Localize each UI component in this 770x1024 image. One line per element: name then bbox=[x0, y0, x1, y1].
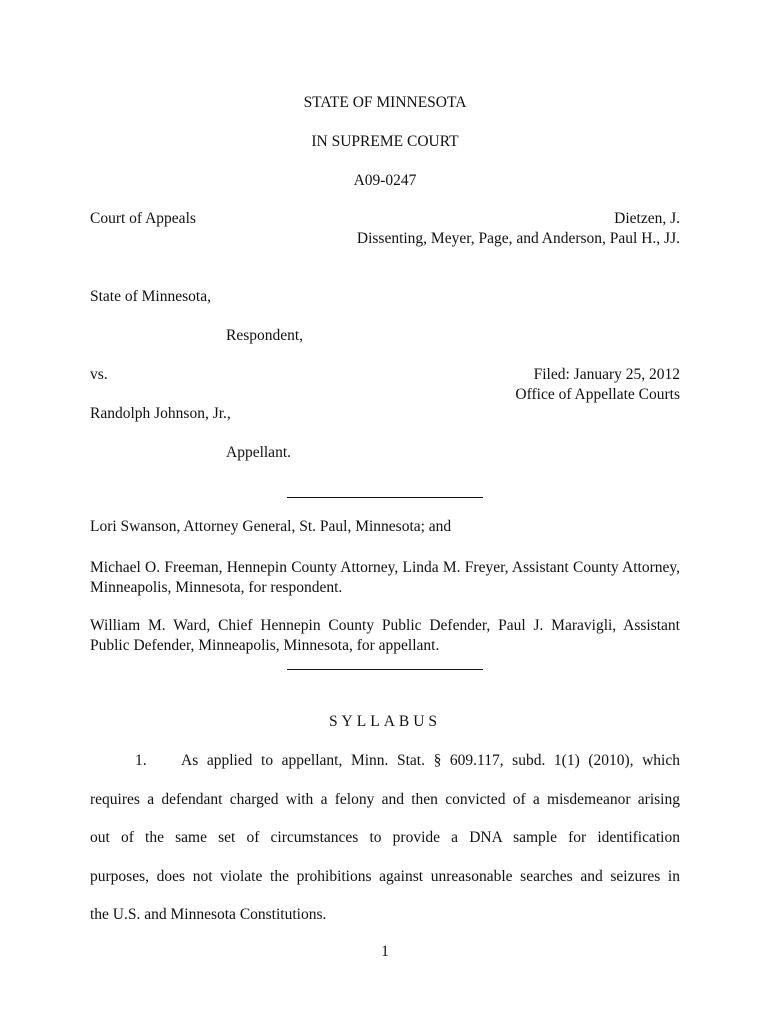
party-respondent-name: State of Minnesota, bbox=[90, 288, 211, 305]
dissent-line: Dissenting, Meyer, Page, and Anderson, Paul H., JJ. bbox=[356, 230, 680, 247]
syllabus-line: out of the same set of circumstances to provide a DNA sample for identification bbox=[90, 829, 680, 846]
party-appellant-role: Appellant. bbox=[226, 444, 291, 461]
separator-rule bbox=[287, 669, 483, 670]
docket-number: A09-0247 bbox=[353, 172, 417, 189]
counsel-paragraph: William M. Ward, Chief Hennepin County Public Defender, Paul J. Maravigli, Assistant Public Defender, Minneapolis, Minnesota, for appellant. bbox=[90, 617, 680, 654]
syllabus-line: purposes, does not violate the prohibitions against unreasonable searches and seizures in bbox=[90, 868, 680, 885]
state-heading: STATE OF MINNESOTA bbox=[303, 94, 467, 111]
court-heading: IN SUPREME COURT bbox=[311, 133, 459, 150]
filed-date: Filed: January 25, 2012 bbox=[533, 366, 680, 383]
opinion-author: Dietzen, J. bbox=[614, 210, 680, 227]
syllabus-line: requires a defendant charged with a felony and then convicted of a misdemeanor arising bbox=[90, 791, 680, 808]
separator-rule bbox=[287, 497, 483, 498]
syllabus-line: the U.S. and Minnesota Constitutions. bbox=[90, 906, 327, 923]
syllabus-item-number: 1. bbox=[135, 752, 147, 769]
versus: vs. bbox=[90, 366, 108, 383]
filing-office: Office of Appellate Courts bbox=[515, 386, 680, 403]
counsel-paragraph: Michael O. Freeman, Hennepin County Attorney, Linda M. Freyer, Assistant County Attorney, Minneapolis, Minnesota, for respondent. bbox=[90, 559, 680, 596]
counsel-paragraph: Lori Swanson, Attorney General, St. Paul, Minnesota; and bbox=[90, 518, 452, 535]
lower-court: Court of Appeals bbox=[90, 210, 196, 227]
party-appellant-name: Randolph Johnson, Jr., bbox=[90, 405, 231, 422]
syllabus-heading: SYLLABUS bbox=[328, 713, 442, 730]
syllabus-line: As applied to appellant, Minn. Stat. § 609.117, subd. 1(1) (2010), which bbox=[181, 752, 680, 769]
page-number: 1 bbox=[381, 943, 389, 960]
party-respondent-role: Respondent, bbox=[226, 327, 304, 344]
